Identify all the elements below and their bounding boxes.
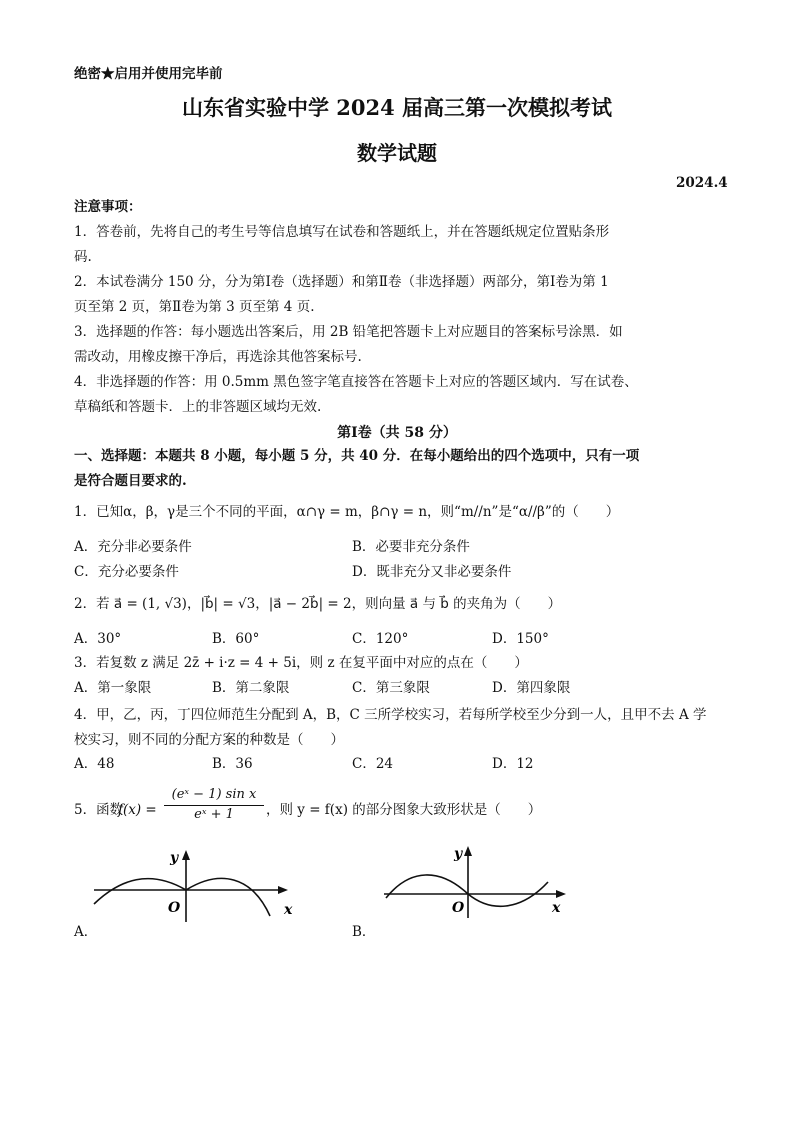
q5-suffix: ，则 y = f(x) 的部分图象大致形状是（ ） [266,802,542,818]
x-axis-arrow [556,890,566,898]
q5-graph-b [380,838,580,918]
q3-stem: 3．若复数 z 满足 2z̄ + i·z = 4 + 5i，则 z 在复平面中对应的点在（ ） [74,655,528,671]
origin-label: O [168,900,181,916]
curve [94,878,270,916]
curve [386,875,548,906]
origin-label: O [452,900,465,916]
axis-y-label: y [170,850,179,866]
y-axis-arrow [182,850,190,860]
note-line: 需改动，用橡皮擦干净后，再选涂其他答案标号. [74,349,362,365]
q1-option-d: D．既非充分又非必要条件 [352,564,512,580]
subject-title: 数学试题 [357,141,437,165]
notes-heading: 注意事项： [74,199,142,215]
q5-fx: f(x) = [118,802,157,818]
q5-denominator: eˣ + 1 [194,807,234,822]
note-line: 1．答卷前，先将自己的考生号等信息填写在试卷和答题纸上，并在答题纸规定位置贴条形 [74,224,610,240]
section-instruction: 一、选择题：本题共 8 小题，每小题 5 分，共 40 分．在每小题给出的四个选项中，只有一项 [74,448,640,464]
exam-date: 2024.4 [676,175,728,191]
axis-x-label: x [552,900,561,916]
q1-stem: 1．已知α，β，γ是三个不同的平面，α∩γ = m，β∩γ = n，则“m//n”是“α//β”的（ ） [74,504,620,520]
y-axis-arrow [464,846,472,856]
q3-option-c: C．第三象限 [352,680,430,696]
q4-stem: 4．甲，乙，丙，丁四位师范生分配到 A，B，C 三所学校实习，若每所学校至少分到一人，且甲不去 A 学 [74,707,707,723]
axis-x-label: x [284,902,293,918]
q5-fraction [164,786,264,824]
axis-y-label: y [454,846,463,862]
section-instruction: 是符合题目要求的. [74,473,187,489]
note-line: 2．本试卷满分 150 分，分为第Ⅰ卷（选择题）和第Ⅱ卷（非选择题）两部分，第Ⅰ卷为第 1 [74,274,609,290]
q1-option-b: B．必要非充分条件 [352,539,470,555]
q1-option-a: A．充分非必要条件 [74,539,192,555]
q3-option-a: A．第一象限 [74,680,152,696]
q5-graph-a [90,844,300,924]
section-title: 第Ⅰ卷（共 58 分） [337,425,457,441]
q1-option-c: C．充分必要条件 [74,564,179,580]
q4-option-b: B．36 [212,756,253,772]
q4-option-a: A．48 [74,756,115,772]
q5-option-b: B． [352,924,376,940]
note-line: 4．非选择题的作答：用 0.5mm 黑色签字笔直接答在答题卡上对应的答题区域内．写在试卷、 [74,374,638,390]
q2-option-d: D．150° [492,631,549,647]
q3-option-b: B．第二象限 [212,680,290,696]
note-line: 3．选择题的作答：每小题选出答案后，用 2B 铅笔把答题卡上对应题目的答案标号涂黑．如 [74,324,623,340]
q5-prefix: 5．函数 [74,802,124,818]
q2-option-a: A．30° [74,631,122,647]
q5-numerator: (eˣ − 1) sin x [164,786,264,806]
note-line: 码. [74,249,92,265]
q3-option-d: D．第四象限 [492,680,571,696]
q2-stem: 2．若 a⃗ = (1, √3)，|b⃗| = √3，|a⃗ − 2b⃗| = 2，则向量 a⃗ 与 b⃗ 的夹角为（ ） [74,596,562,612]
exam-title: 山东省实验中学 2024 届高三第一次模拟考试 [181,95,613,120]
q4-option-d: D．12 [492,756,534,772]
q2-option-c: C．120° [352,631,409,647]
q4-option-c: C．24 [352,756,394,772]
q5-option-a: A． [74,924,98,940]
x-axis-arrow [278,886,288,894]
q2-option-b: B．60° [212,631,260,647]
q4-stem-cont: 校实习，则不同的分配方案的种数是（ ） [74,732,344,748]
secret-label: 绝密★启用并使用完毕前 [74,66,223,82]
note-line: 页至第 2 页，第Ⅱ卷为第 3 页至第 4 页. [74,299,315,315]
note-line: 草稿纸和答题卡．上的非答题区域均无效. [74,399,322,415]
